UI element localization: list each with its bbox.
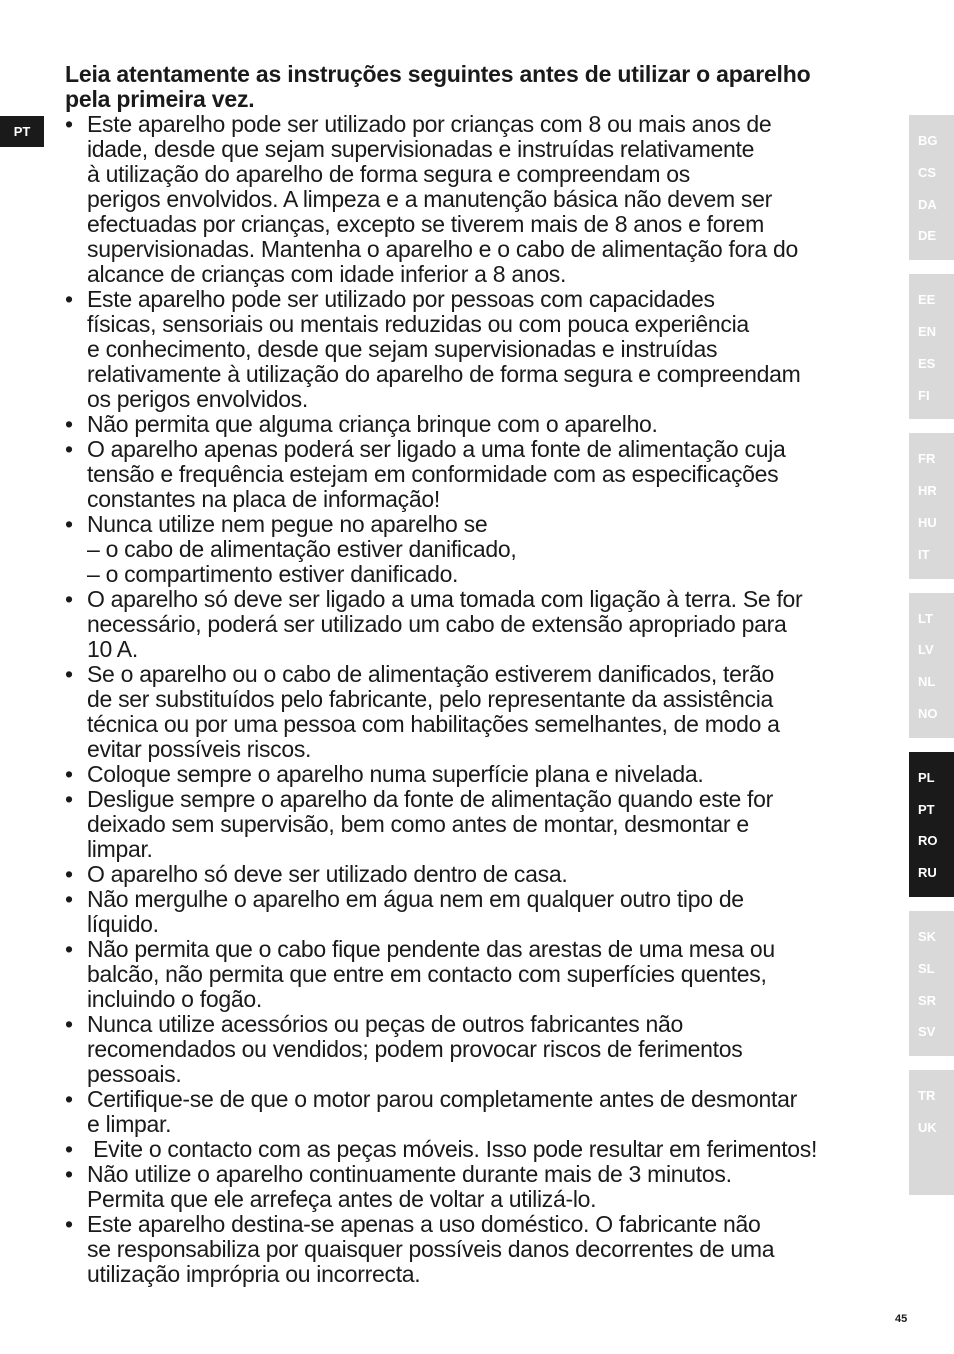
instruction-line: Nunca utilize acessórios ou peças de outros fabricantes não [87, 1011, 683, 1037]
language-code-sr: SR [918, 992, 937, 1008]
instruction-line: Não permita que o cabo fique pendente das arestas de uma mesa ou [87, 936, 775, 962]
instruction-item [65, 112, 895, 287]
instruction-line: – o compartimento estiver danificado. [87, 561, 459, 587]
bullet-icon: • [65, 661, 73, 687]
instruction-line: O aparelho só deve ser ligado a uma tomada com ligação à terra. Se for [87, 586, 803, 612]
language-code-pt: PT [918, 801, 935, 817]
language-group [909, 274, 954, 419]
instruction-item [65, 937, 895, 1012]
instruction-line: Permita que ele arrefeça antes de voltar a utilizá-lo. [87, 1186, 597, 1212]
language-code-fi: FI [918, 387, 930, 403]
language-code-hu: HU [918, 514, 937, 530]
heading-line: pela primeira vez. [65, 86, 255, 112]
instruction-line: físicas, sensoriais ou mentais reduzidas ou com pouca experiência [87, 311, 749, 337]
instruction-line: Este aparelho destina-se apenas a uso doméstico. O fabricante não [87, 1211, 761, 1237]
instruction-item [65, 887, 895, 937]
instruction-line: Desligue sempre o aparelho da fonte de alimentação quando este for [87, 786, 774, 812]
instruction-line: deixado sem supervisão, bem como antes de montar, desmontar e [87, 811, 749, 837]
instruction-line: pessoais. [87, 1061, 182, 1087]
language-group [909, 752, 954, 897]
language-code-it: IT [918, 546, 930, 562]
instruction-item [65, 862, 895, 887]
bullet-icon: • [65, 411, 73, 437]
instruction-line: incluindo o fogão. [87, 986, 262, 1012]
instruction-line: supervisionadas. Mantenha o aparelho e o cabo de alimentação fora do [87, 236, 798, 262]
instruction-line: evitar possíveis riscos. [87, 736, 312, 762]
language-code-pl: PL [918, 769, 935, 785]
language-group [909, 1070, 954, 1195]
instruction-item [65, 1012, 895, 1087]
language-group [909, 433, 954, 578]
language-code-sl: SL [918, 960, 935, 976]
instruction-line: Não permita que alguma criança brinque com o aparelho. [87, 411, 658, 437]
instruction-line: Certifique-se de que o motor parou completamente antes de desmontar [87, 1086, 797, 1112]
instruction-item [65, 1137, 895, 1162]
instruction-line: – o cabo de alimentação estiver danificado, [87, 536, 517, 562]
instruction-item [65, 762, 895, 787]
bullet-icon: • [65, 1211, 73, 1237]
instruction-line: relativamente à utilização do aparelho de forma segura e compreendam [87, 361, 801, 387]
language-group [909, 911, 954, 1056]
bullet-icon: • [65, 786, 73, 812]
instruction-line: se responsabiliza por quaisquer possíveis danos decorrentes de uma [87, 1236, 775, 1262]
language-code-hr: HR [918, 483, 937, 499]
page-number: 45 [895, 1313, 908, 1325]
language-code-da: DA [918, 196, 937, 212]
language-code-ru: RU [918, 865, 937, 881]
instruction-line: Este aparelho pode ser utilizado por crianças com 8 ou mais anos de [87, 111, 772, 137]
instruction-line: e limpar. [87, 1111, 172, 1137]
instruction-line: utilização imprópria ou incorrecta. [87, 1261, 421, 1287]
instruction-item [65, 437, 895, 512]
instruction-line: Coloque sempre o aparelho numa superfície plana e nivelada. [87, 761, 704, 787]
instruction-line: alcance de crianças com idade inferior a 8 anos. [87, 261, 567, 287]
instruction-line: Este aparelho pode ser utilizado por pessoas com capacidades [87, 286, 715, 312]
language-group [909, 115, 954, 260]
bullet-icon: • [65, 886, 73, 912]
language-code-ro: RO [918, 833, 938, 849]
language-code-es: ES [918, 355, 936, 371]
language-code-uk: UK [918, 1119, 937, 1135]
instruction-line: 10 A. [87, 636, 138, 662]
language-code-nl: NL [918, 674, 936, 690]
instruction-line: os perigos envolvidos. [87, 386, 308, 412]
instruction-line: e conhecimento, desde que sejam supervisionadas e instruídas [87, 336, 718, 362]
instruction-line: Evite o contacto com as peças móveis. Isso pode resultar em ferimentos! [87, 1136, 818, 1162]
bullet-icon: • [65, 111, 73, 137]
instruction-line: técnica ou por uma pessoa com habilitações semelhantes, de modo a [87, 711, 780, 737]
bullet-icon: • [65, 861, 73, 887]
language-index [909, 115, 954, 1209]
bullet-icon: • [65, 761, 73, 787]
instruction-line: à utilização do aparelho de forma segura e compreendam os [87, 161, 690, 187]
instruction-line: limpar. [87, 836, 153, 862]
language-code-lv: LV [918, 642, 934, 658]
instruction-line: Se o aparelho ou o cabo de alimentação estiverem danificados, terão [87, 661, 774, 687]
language-code-sv: SV [918, 1024, 936, 1040]
instruction-line: O aparelho só deve ser utilizado dentro de casa. [87, 861, 568, 887]
current-language-tab: PT [0, 116, 44, 147]
bullet-icon: • [65, 1011, 73, 1037]
bullet-icon: • [65, 936, 73, 962]
instructions-list [65, 112, 895, 1287]
instruction-item [65, 787, 895, 862]
instruction-line: líquido. [87, 911, 159, 937]
instruction-line: necessário, poderá ser utilizado um cabo de extensão apropriado para [87, 611, 787, 637]
instruction-item [65, 587, 895, 662]
bullet-icon: • [65, 1161, 73, 1187]
bullet-icon: • [65, 1136, 73, 1162]
language-code-bg: BG [918, 133, 938, 148]
instruction-line: Nunca utilize nem pegue no aparelho se [87, 511, 488, 537]
instruction-item [65, 287, 895, 412]
instruction-line: efectuadas por crianças, excepto se tiverem mais de 8 anos e forem [87, 211, 764, 237]
language-code-en: EN [918, 323, 937, 339]
bullet-icon: • [65, 286, 73, 312]
instruction-line: perigos envolvidos. A limpeza e a manutenção básica não devem ser [87, 186, 772, 212]
instruction-item [65, 1162, 895, 1212]
instruction-line: Não utilize o aparelho continuamente durante mais de 3 minutos. [87, 1161, 732, 1187]
heading-line: Leia atentamente as instruções seguintes antes de utilizar o aparelho [65, 61, 811, 87]
language-group [909, 593, 954, 738]
instruction-item [65, 412, 895, 437]
instruction-item [65, 1212, 895, 1287]
instruction-line: constantes na placa de informação! [87, 486, 440, 512]
bullet-icon: • [65, 586, 73, 612]
language-code-lt: LT [918, 610, 933, 626]
instruction-line: balcão, não permita que entre em contacto com superfícies quentes, [87, 961, 767, 987]
language-code-cs: CS [918, 164, 937, 180]
instructions-heading [65, 62, 895, 112]
language-code-no: NO [918, 705, 938, 721]
instruction-line: de ser substituídos pelo fabricante, pelo representante da assistência [87, 686, 774, 712]
instruction-line: Não mergulhe o aparelho em água nem em qualquer outro tipo de [87, 886, 744, 912]
safety-instructions [65, 62, 895, 1287]
instruction-item [65, 1087, 895, 1137]
instruction-line: recomendados ou vendidos; podem provocar riscos de ferimentos [87, 1036, 743, 1062]
instruction-item [65, 662, 895, 762]
language-code-ee: EE [918, 292, 936, 308]
language-code-tr: TR [918, 1088, 936, 1104]
bullet-icon: • [65, 436, 73, 462]
language-code-sk: SK [918, 928, 937, 944]
instruction-line: O aparelho apenas poderá ser ligado a uma fonte de alimentação cuja [87, 436, 786, 462]
language-code-de: DE [918, 228, 937, 244]
instruction-line: idade, desde que sejam supervisionadas e instruídas relativamente [87, 136, 755, 162]
instruction-item [65, 512, 895, 587]
instruction-line: tensão e frequência estejam em conformidade com as especificações [87, 461, 779, 487]
bullet-icon: • [65, 511, 73, 537]
language-code-fr: FR [918, 451, 936, 467]
bullet-icon: • [65, 1086, 73, 1112]
